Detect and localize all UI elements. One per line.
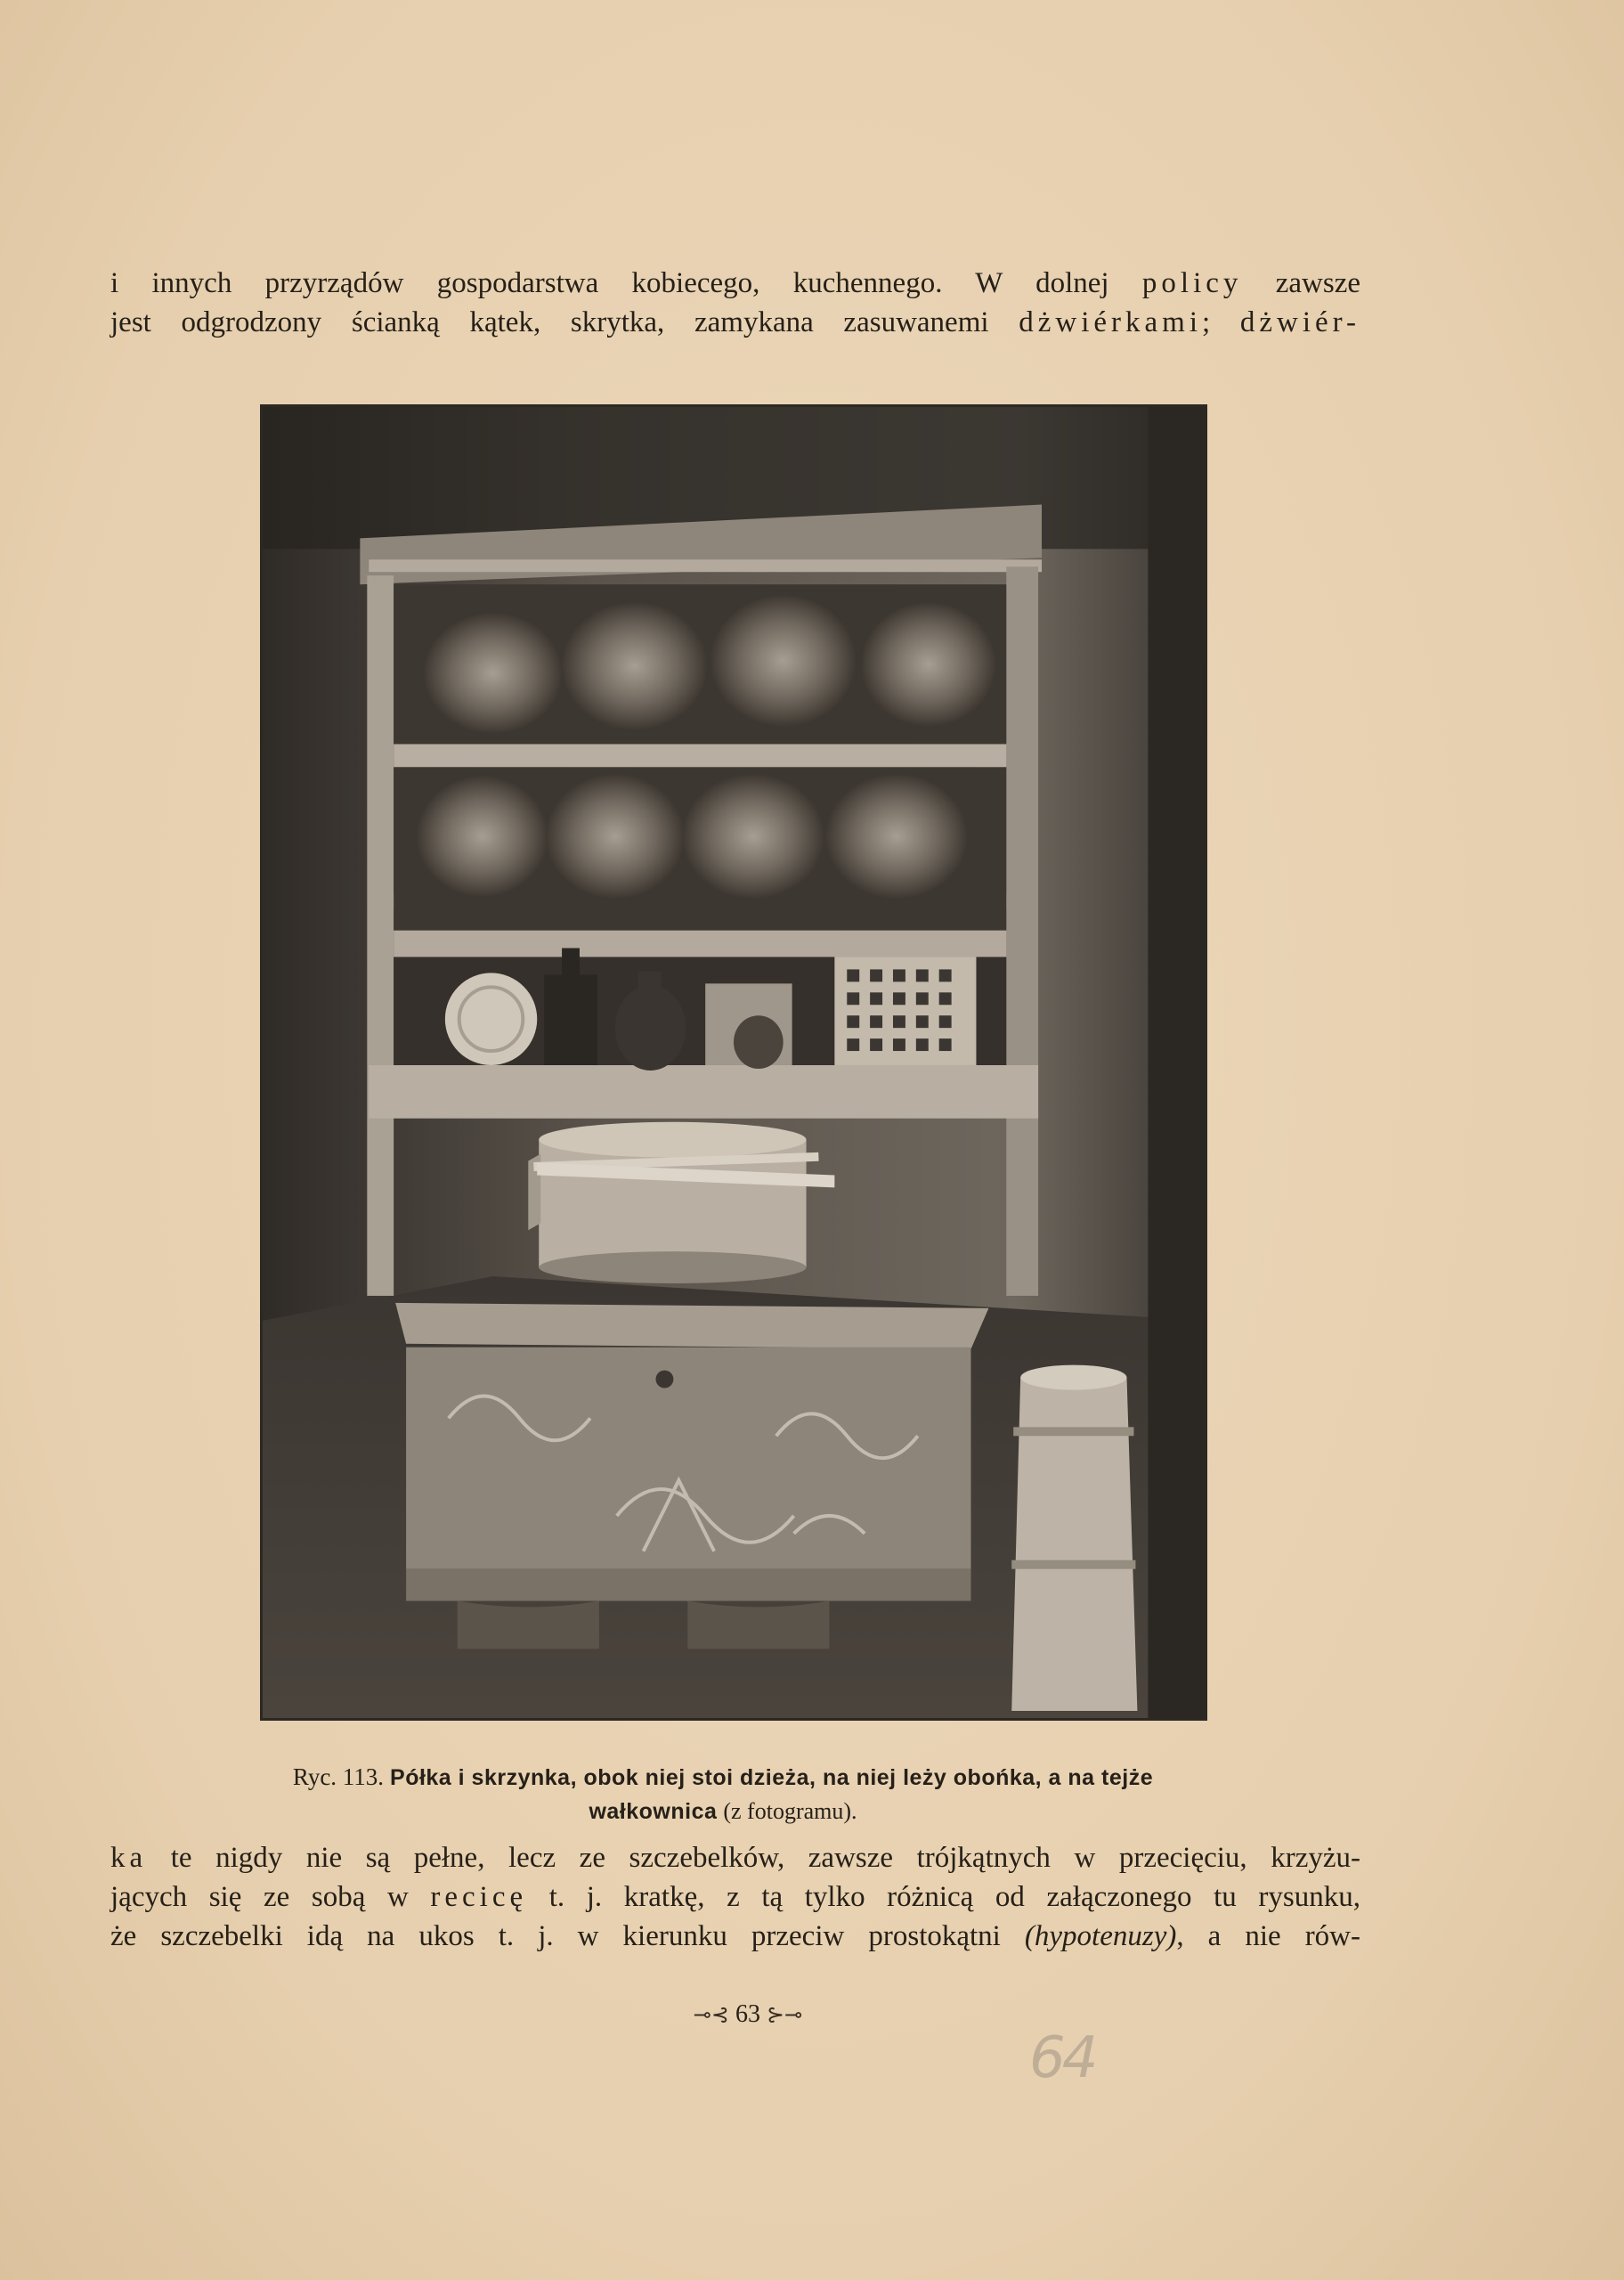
text-segment: jest odgrodzony ścianką kątek, skrytka, zamykana zasuwanemi <box>110 306 1019 338</box>
caption-bold-word: wałkownica <box>589 1799 718 1824</box>
top-paragraph <box>110 264 1360 342</box>
photo-illustration <box>263 407 1205 1718</box>
bottom-paragraph-line-3 <box>110 1917 1360 1956</box>
caption-plain-text: (z fotogramu). <box>723 1798 857 1824</box>
wooden-tub <box>1011 1365 1137 1711</box>
figure-photograph <box>260 404 1207 1721</box>
caption-label: Ryc. 113. <box>292 1763 385 1790</box>
caption-line-2 <box>178 1795 1268 1828</box>
round-wooden-box <box>528 1122 818 1283</box>
spaced-word: dżwiérkami <box>1019 306 1202 338</box>
pencil-annotation: 64 <box>1029 2025 1095 2091</box>
top-paragraph-line-2 <box>110 303 1360 342</box>
text-segment: jących się ze sobą w <box>110 1881 431 1913</box>
spaced-word: policy <box>1141 267 1243 299</box>
text-segment: t. j. kratkę, z tą tylko różnicą od załączonego tu rysunku, <box>527 1881 1360 1913</box>
spaced-word: recicę <box>430 1881 528 1913</box>
bottom-paragraph-line-1 <box>110 1838 1360 1877</box>
text-segment: te nigdy nie są pełne, lecz ze szczebelków, zawsze trójkątnych w przecięciu, krzyżu- <box>147 1842 1360 1874</box>
ornament-right-icon: ⊱⊸ <box>767 2004 803 2027</box>
caption-bold-text: Półka i skrzynka, obok niej stoi dzieża, na niej leży obońka, a na tejże <box>390 1765 1154 1790</box>
italic-term: (hypotenuzy) <box>1024 1920 1177 1952</box>
painted-chest <box>395 1303 988 1649</box>
text-segment: ; <box>1202 306 1240 338</box>
spaced-word: ka <box>110 1842 148 1874</box>
page-number: 63 <box>735 2000 760 2028</box>
top-paragraph-line-1 <box>110 264 1360 303</box>
bottom-paragraph-line-2 <box>110 1877 1360 1917</box>
spaced-word: dżwiér- <box>1239 306 1360 338</box>
figure-caption <box>178 1760 1268 1828</box>
caption-line-1 <box>178 1760 1268 1795</box>
text-segment: że szczebelki idą na ukos t. j. w kierunku przeciw prostokątni <box>110 1920 1025 1952</box>
ornament-left-icon: ⊸⊰ <box>693 2004 729 2027</box>
bottom-paragraph <box>110 1838 1360 1956</box>
page-footer <box>659 2000 837 2029</box>
text-segment: zawsze <box>1242 267 1360 299</box>
text-segment: i innych przyrządów gospodarstwa kobiecego, kuchennego. W dolnej <box>110 267 1142 299</box>
text-segment: , a nie rów- <box>1176 1920 1361 1952</box>
